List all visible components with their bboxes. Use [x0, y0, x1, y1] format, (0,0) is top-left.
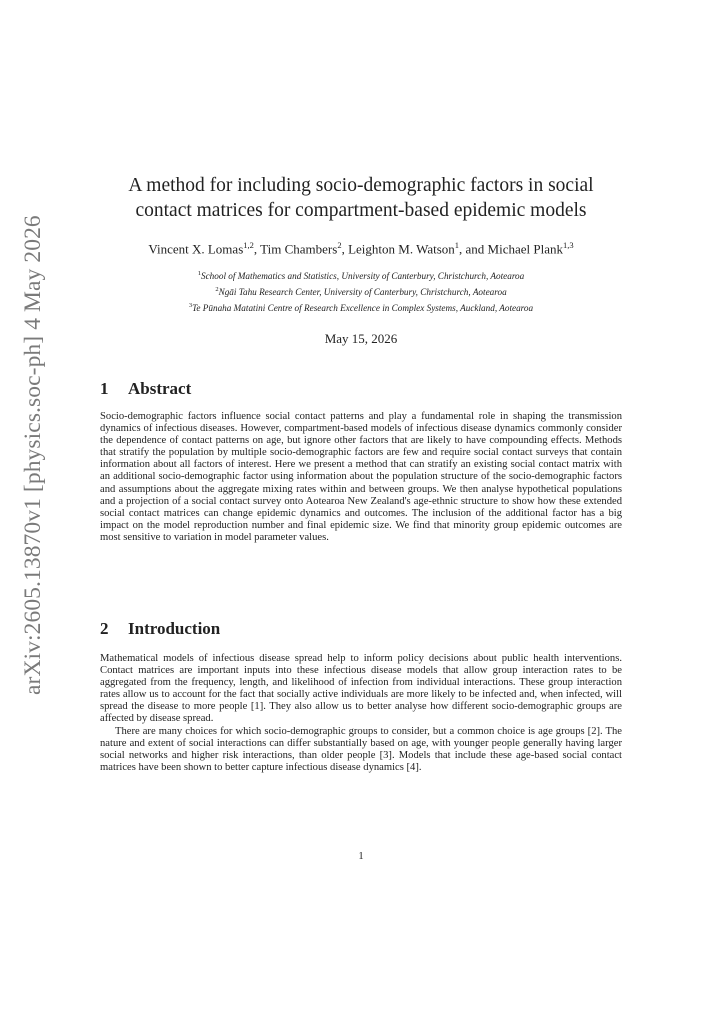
- paper-date: May 15, 2026: [324, 331, 398, 346]
- affiliation-item: [100, 299, 622, 315]
- affiliation-text: Te Pūnaha Matatini Centre of Research Excellence in Complex Systems, Auckland, Aotearoa: [192, 303, 534, 314]
- section-heading-introduction: [100, 619, 622, 639]
- section-title: Abstract: [128, 379, 192, 398]
- affiliation-item: [100, 283, 622, 299]
- affiliation-list: [100, 267, 622, 315]
- author-name: Michael Plank: [487, 241, 564, 257]
- author-list: [100, 240, 622, 257]
- affiliation-item: [100, 267, 622, 283]
- abstract-paragraph: Socio-demographic factors influence social contact patterns and play a fundamental role in shaping the transmission dynamics of infectious diseases. However, compartment-based models of infectious disease dynamics commonly consider the dependence of contact patterns on age, but ignore other factors that are likely to have compounding effects. Methods that stratify the population by multiple socio-demographic factors are few and require social contact surveys that contain information about all factors of interest. Here we present a method that can stratify an existing social contact matrix with an additional socio-demographic factor using information about the population structure of the socio-demographic factors and assumptions about the aggregate mixing rates within and between groups. We then analyse hypothetical populations and a projection of a social contact survey onto Aotearoa New Zealand's age-ethnic structure to show how these extended social contact matrices can change epidemic dynamics and outcomes. The inclusion of the additional factor has a big impact on the model reproduction number and final epidemic size. We find that minority group epidemic outcomes are most sensitive to variation in model parameter values.: [100, 411, 622, 543]
- author-name: Vincent X. Lomas: [148, 241, 244, 257]
- introduction-paragraph: There are many choices for which socio-demographic groups to consider, but a common choice is age groups [2]. The nature and extent of social interactions can differ substantially based on age, with younger people generally having larger social networks and higher risk interactions, than older people [3]. Models that include these age-based social contact matrices have been shown to better capture infectious disease dynamics [4].: [100, 725, 622, 773]
- affiliation-text: School of Mathematics and Statistics, University of Canterbury, Christchurch, Aotearoa: [201, 271, 525, 282]
- page-number: 1: [358, 851, 364, 862]
- title-line-2: contact matrices for compartment-based epidemic models: [135, 200, 587, 221]
- author-name: Tim Chambers: [260, 241, 338, 257]
- author-name: Leighton M. Watson: [348, 241, 455, 257]
- author-affiliation-marker: 2: [337, 240, 342, 250]
- section-number: 2: [100, 619, 109, 638]
- abstract-body: [100, 411, 622, 544]
- affiliation-text: Ngāi Tahu Research Center, University of Canterbury, Christchurch, Aotearoa: [218, 287, 507, 298]
- author-separator: ,: [253, 241, 261, 257]
- affiliation-marker: 1: [197, 270, 201, 277]
- introduction-paragraph: Mathematical models of infectious disease spread help to inform policy decisions about public health interventions. Contact matrices are important inputs into these infectious disease models that allow group interaction rates to be aggregated from the frequency, length, and likelihood of infection from individual interactions. These group interaction rates allow us to account for the fact that socially active individuals are more likely to be infected and, when infected, will spread the disease to more people [1]. They also allow us to better analyse how different socio-demographic groups are affected by disease spread.: [100, 653, 622, 725]
- section-heading-abstract: [100, 379, 622, 399]
- introduction-body: [100, 653, 622, 774]
- author-affiliation-marker: 1,2: [243, 240, 254, 250]
- affiliation-marker: 2: [215, 286, 219, 294]
- author-separator: , and: [459, 241, 488, 257]
- author-affiliation-marker: 1,3: [563, 240, 574, 250]
- section-title: Introduction: [128, 619, 221, 638]
- arxiv-identifier: arXiv:2605.13870v1 [physics.soc-ph] 4 May 2026: [20, 215, 46, 695]
- paper-title: [100, 173, 622, 223]
- title-line-1: A method for including socio-demographic factors in social: [128, 175, 594, 196]
- section-number: 1: [100, 379, 109, 398]
- author-affiliation-marker: 1: [454, 240, 460, 250]
- affiliation-marker: 3: [188, 302, 193, 310]
- author-separator: ,: [341, 241, 349, 257]
